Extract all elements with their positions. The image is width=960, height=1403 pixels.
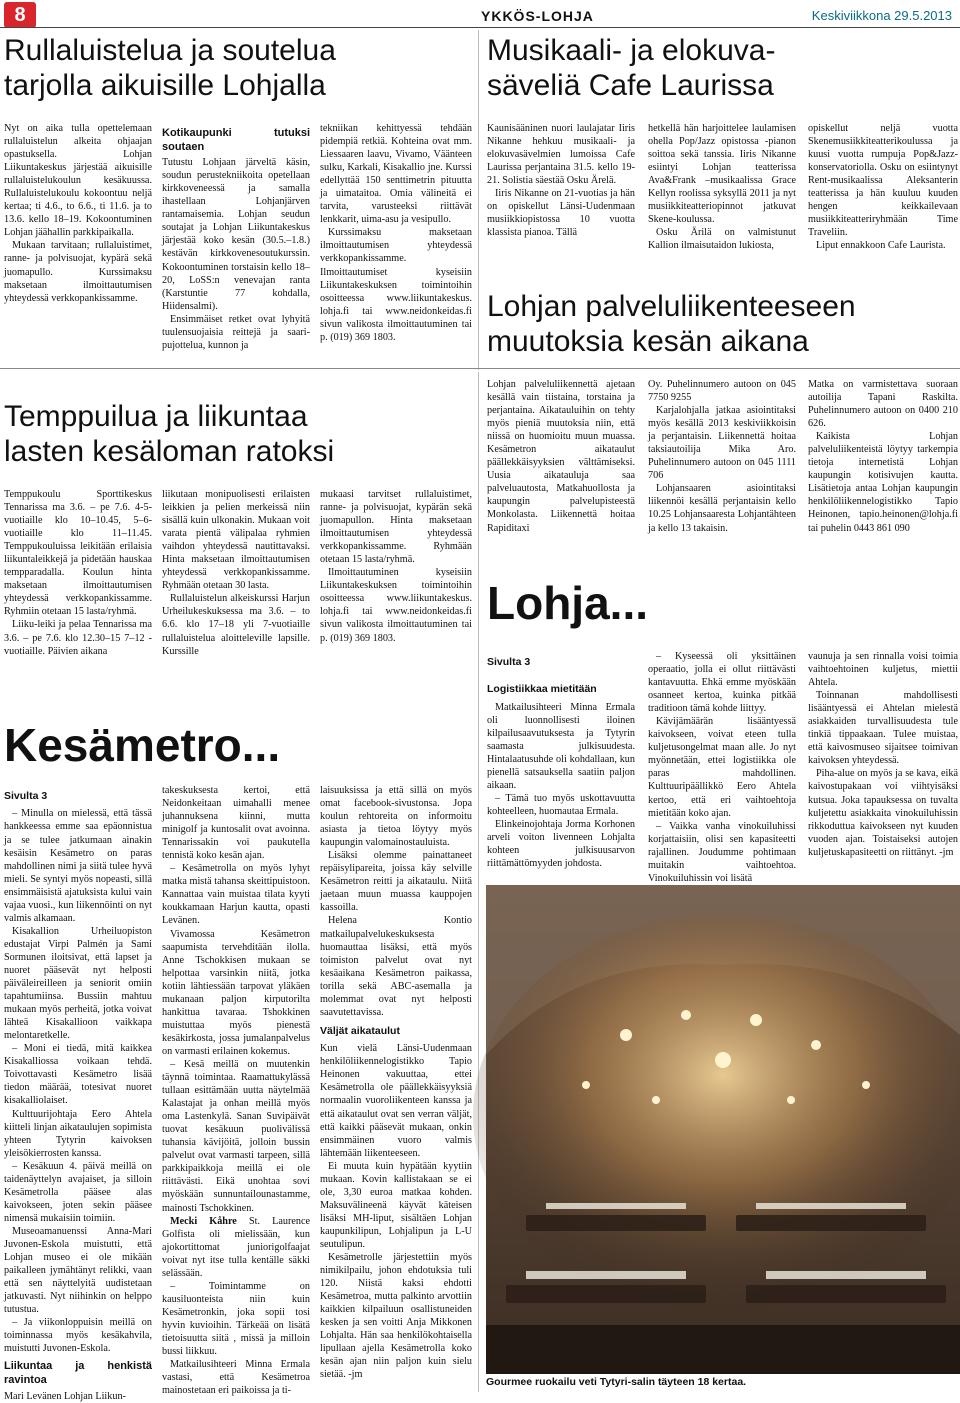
headline-rullaluistelu xyxy=(4,34,474,103)
paragraph: – Tämä tuo myös uskottavuutta kohteelleen, huomautaa Ermala. xyxy=(487,793,635,818)
article-palvelu-col2 xyxy=(648,378,796,538)
paragraph: Kisakallion Urheiluopiston edustajat Virpi Palmén ja Sami Sormunen iloitsivat, että lapset ja nuoret pääsevät nyt helposti päiväleireilleen ja seniorit omiin tapahtumiinsa. Bussiin mahtuu mukaan myös perheitä, jotka voivat lähteä Kisakallioon vaikkapa melontaretkelle. xyxy=(4,925,152,1042)
paragraph: Kulttuurijohtaja Eero Ahtela kiitteli linjan aikataulujen sopimista yhteen Tytyrin kaivoksen yleisökierrosten kanssa. xyxy=(4,1108,152,1159)
headline-temppuilu xyxy=(4,400,474,469)
section-rule xyxy=(0,368,960,369)
headline-line: lasten kesäloman ratoksi xyxy=(4,434,335,468)
column-divider xyxy=(478,30,479,370)
paragraph: – Toimintamme on kausiluonteista niin kuin Kesämetronkin, joka sopii tosi hyvin kuvioihin. Tärkeää on lisätä tietoisuutta siitä , missä ja milloin bussi liikkuu. xyxy=(162,1280,310,1358)
paragraph: Kaunisääninen nuori laulajatar Iiris Nikanne hehkuu musikaali- ja elokuvasävelmien lumoissa Cafe Laurissa perjantaina 31.5. kello 19-21. Solistia säestää Osku Ärelä. xyxy=(487,123,635,187)
paragraph: Kurssimaksu maksetaan ilmoittautumisen yhteydessä verkkopankissamme. Ilmoittautumiset kyseisiin Liikuntakeskuksen toimintoihin osoitteessa www.liikuntakeskus. lohja.fi tai www.neidonkeidas.fi sivun valikosta ilmoittautuminen tai p. (019) 369 1803. xyxy=(320,227,472,343)
headline-line: Lohjan palveluliikenteeseen xyxy=(487,290,856,323)
paragraph: Liput ennakkoon Cafe Laurista. xyxy=(816,240,946,252)
paragraph: Osku Ärilä on valmistunut Kallion ilmaisutaidon lukiosta, xyxy=(648,227,796,252)
paragraph: Matkailusihteeri Minna Ermala vastasi, että Kesämetroa mainostetaan eri paikoissa ja ti- xyxy=(162,1359,310,1397)
paragraph: opiskellut neljä vuotta Skenemusiikkiteatterikoulussa ja kuusi vuotta rumpuja Pop&Jazz-konservatoriolla. Osku on esiintynyt Rent-musikaalissa Aleksanterin teatterissa ja hän kuuluu kuuden hengen keikkailevaan musiikkiteatteriryhmään Time Traveliin. xyxy=(808,123,958,239)
paragraph: Karjalohjalla jatkaa asiointitaksi myös kesällä 2013 keskiviikkoisin ja perjantaisin. Liikennettä hoitaa taksiautoilija Mika Aro. Puhelinnumero autoon on 045 1111 706 xyxy=(648,405,796,482)
headline-line: säveliä Cafe Laurissa xyxy=(487,68,774,102)
article-lohja-col1 xyxy=(487,650,635,875)
paragraph: Piha-alue on myös ja se kava, eikä kaivostupakaan voi viihtyisäksi kutsua. Joka tapauksessa on tuvalta kuljetettu asiakkaita vinokuiluhissin rikkoduttua kaivokseen nyt kuuden vuoden ajan. Toistaiseksi autojen kuljetuskapasiteetti on riittänyt. -jm xyxy=(808,768,958,858)
subheading: Väljät aikataulut xyxy=(320,1024,400,1037)
paragraph: – Ja viikonloppuisin meillä on toiminnassa myös kesäkahvila, muistutti Juvonen-Eskola. xyxy=(4,1317,152,1355)
paragraph: Ilmoittautuminen kyseisiin Liikuntakeskuksen toimintoihin osoitteessa www.liikuntakeskus. lohja.fi tai www.neidonkeidas.fi sivun valikosta ilmoittautuminen tai p. (019) 369 1803. xyxy=(320,567,472,644)
headline-line: muutoksia kesän aikana xyxy=(487,324,809,358)
paragraph: – Kesä meillä on muutenkin täynnä toimintaa. Raamattukylässä tullaan esittämään uutta näytelmää Kalastajat ja onhan meillä myös oma Lastenkylä. Sanan Suvipäivät tuovat kesäkuun puolivälissä tuhansia kävijöitä, jolloin bussin palvelut ovat varmasti tarpeen, sillä parkkipaikkoja meillä ei ole riittävästi. Eikä unohtaa sovi myöskään sunnuntailounastamme, mainosti Tschokkinen. xyxy=(162,1058,310,1214)
article-rullaluistelu-col3 xyxy=(320,122,472,362)
paragraph: St. Laurence Golfista oli mielissään, kun ajokortittomat juniorigolfaajat voivat nyt itse tulla kentälle säkki selässään. xyxy=(162,1215,311,1279)
issue-date: Keskiviikkona 29.5.2013 xyxy=(811,8,952,23)
paragraph: Museoamanuenssi Anna-Mari Juvonen-Eskola muistutti, että Lohjan museo ei ole mikään paikalleen jymähtänyt relikki, vaan että sen näyttelyitä uudistetaan jatkuvasti. Nyt niihinkin on helppo tutustua. xyxy=(4,1225,152,1316)
headline-line: Temppuilua ja liikuntaa xyxy=(4,400,308,433)
paragraph: Tutustu Lohjaan järveltä käsin, soudun perustekniikoita opetellaan kirkkoveneessä ja samalla ihastellaan Lohjanjärven rantamaisemia. Lohjan seudun soutajat ja Lohjan Liikuntakeskus järjestää koko kesän (30.5.–1.8.) kestävän kirkkovenesoutukurssin. Kokoontuminen torstaisin kello 18–20, LoSS:n venevajan ranta (Karstuntie 77 kohdalla, Hiidensalmi). xyxy=(162,157,310,312)
inline-name: Mecki Kåhre xyxy=(170,1215,237,1227)
article-temppuilu-col3 xyxy=(320,488,472,674)
headline-line: Musikaali- ja elokuva- xyxy=(487,34,776,67)
paragraph: vaunuja ja sen rinnalla voisi toimia vaihtoehtoinen kuljetus, miettii Ahtela. xyxy=(808,651,958,689)
paragraph: – Minulla on mielessä, että tässä hankkeessa emme saa epäonnistua ja se tulee jatkumaan ainakin kesäisin Kesämetro on paras mahdollinen nimi ja siitä tulee hyvä mieli. Se syntyi myös nopeasti, sillä ensimmäisistä ajatuksista kului vain vajaa vuosi., kun liikennöinti on nyt valmis alkamaan. xyxy=(4,808,152,924)
page-number: 8 xyxy=(4,2,36,28)
paragraph: Kesämetrolle järjestettiin myös nimikilpailu, johon ehdotuksia tuli 120. Niistä kaksi ehdotti Kesämetroa, mutta palkinto arvottiin kaikkien kilpailuun osallistuneiden kesken ja sen voitti Anja Mikkonen Lohjalta. Hän saa henkilökohtaisella lipullaan ajella Kesämetrolla koko kesän ajan niin paljon kuin sielu sietää. -jm xyxy=(320,1252,472,1381)
paragraph: Temppukoulu Sporttikeskus Tennarissa ma 3.6. – pe 7.6. 4-5-vuotiaille klo 10–10.45, 5–6-vuotiaille klo 11–11.45. Temppukouluissa leikitään erilaisia liikuntaleikkejä ja pidetään hauskaa tempparadalla. Koulun hinta maksetaan ilmoittautumisen yhteydessä verkkopankissamme. Ryhmiin otetaan 15 lasta/ryhmä. xyxy=(4,489,152,618)
paragraph: Liiku-leiki ja pelaa Tennarissa ma 3.6. – pe 7.6. klo 12.30–15 7–12 -vuotiaille. Päivien aikana xyxy=(4,619,152,657)
article-palvelu-col3 xyxy=(808,378,958,538)
kicker: Sivulta 3 xyxy=(4,790,48,802)
article-temppuilu-col1 xyxy=(4,488,152,674)
headline-musikaali xyxy=(487,34,957,103)
photo-caption: Gourmee ruokailu veti Tytyri-salin täyteen 18 kertaa. xyxy=(486,1376,747,1388)
masthead: YKKÖS-LOHJA xyxy=(481,8,594,24)
paragraph: – Vaikka vanha vinokuiluhissi korjattaisiin, olisi sen kapasiteetti rajallinen. Joudumme pohtimaan muitakin vaihtoehtoa. Vinokuiluhissin voi lisätä xyxy=(648,820,796,884)
paragraph: Rullaluistelun alkeiskurssi Harjun Urheilukeskuksessa ma 3.6. – to 6.6. klo 17–18 yli 7-vuotiaille rullaluistelua aloitteleville lapsille. Kurssille xyxy=(162,593,310,657)
header-rule xyxy=(0,27,960,28)
paragraph: laisuuksissa ja että sillä on myös omat facebook-sivustonsa. Jopa koulun rehtoreita on informoitu asiasta ja tietoa löytyy myös kaupungin valomainostauluista. xyxy=(320,785,472,849)
paragraph: Oy. Puhelinnumero autoon on 045 7750 9255 xyxy=(648,379,796,404)
paragraph: tekniikan kehittyessä tehdään pidempiä retkiä. Kohteina ovat mm. Liessaaren laavu, Vivamo, Väänteen sulku, Karkali, Kisakallio jne. Kurssi edellyttää 150 senttimetrin pituutta ja uimataitoa. Omia välineitä ei tarvita, varusteeksi riittävät lenkkarit, uima-asu ja vesipullo. xyxy=(320,123,472,226)
paragraph: liikutaan monipuolisesti erilaisten leikkien ja pelien merkeissä niin sisällä kuin ulkonakin. Mukaan voit varata pientä välipalaa ryhmien vaihdon yhteydessä nautittavaksi. Hinta maksetaan ilmoittautumisen yhteydessä verkkopankissamme. Ryhmään otetaan 30 lasta. xyxy=(162,489,310,592)
headline-line: tarjolla aikuisille Lohjalla xyxy=(4,68,326,102)
paragraph: Elinkeinojohtaja Jorma Korhonen arveli voiton livenneen Lohjalta kohteen julkisuusarvon riittämättömyyden johdosta. xyxy=(487,819,635,870)
article-palvelu-col1 xyxy=(487,378,635,538)
paragraph: Helena Kontio matkailupalvelukeskuksesta huomauttaa lisäksi, että myös toimiston palvelut ovat nyt kesäaikana Kesämetron paikassa, torilla sekä ABC-asemalla ja molemmat ovat nyt helposti saavutettavissa. xyxy=(320,915,472,1018)
paragraph: Lisäksi olemme painattaneet repäisylipareita, joissa käy selville Kesämetron reitti ja aikataulu. Niitä jaetaan muun muassa kauppojen kassoilla. xyxy=(320,850,472,914)
paragraph: Ei muuta kuin hypätään kyytiin mukaan. Kovin kallistakaan se ei ole, 3,30 euroa matkaa kohden. Maksuvälineenä käyvät käteisen lisäksi MH-liput, sisältäen Lohjan kaupunkilipun, Lohjalipun ja L-U seutulipun. xyxy=(320,1160,472,1250)
paragraph: Vivamossa Kesämetron saapumista tervehditään ilolla. Anne Tschokkisen mukaan se helpottaa varsinkin niitä, jotka kotiin lähtiessään tarpovat yläkäen mukanaan paljon kirputorilta hankittua tavaraa. Tshokkinen muistuttaa myös pienestä kesäkirkosta, jossa jumalanpalvelus on varmasti erilainen kokemus. xyxy=(162,928,310,1057)
subheading: Kotikaupunki tutuksi soutaen xyxy=(162,127,310,154)
paragraph: Kaikista Lohjan palveluliikenteistä löytyy tarkempia tietoja internetistä Lohjan kaupungin kotisivujen kautta. Lisätietoja antaa Lohjan kaupungin henkilöliikennelogistikko Tapio Heinonen, tapio.heinonen@lohja.fi tai puhelin 0443 861 090 xyxy=(808,431,958,534)
article-lohja-col2 xyxy=(648,650,796,884)
paragraph: – Kyseessä oli yksittäinen operaatio, jolla ei ollut riittävästi kantavuutta. Ehkä emme myöskään osanneet kertoa, kuinka pitkää traditioon tämä kohde liittyy. xyxy=(648,651,796,715)
photo-illustration xyxy=(486,885,960,1374)
paragraph: Lohjan palveluliikennettä ajetaan kesällä vain tiistaina, torstaina ja perjantaina. Aikatauluihin on tehty myös pieniä muutoksia niin, että niissä on huomioitu muun muassa. Kesämetron aikataulut päällekkäisyyksien välttämiseksi. Uusia aikatauluja saa palveluautosta, Matkahuollosta ja kaupungin palvelupisteestä Monkolasta. Liikennettä hoitaa Rapiditaxi xyxy=(487,379,635,534)
subheading: Liikuntaa ja henkistä ravintoa xyxy=(4,1360,152,1387)
article-lohja-col3 xyxy=(808,650,958,875)
paragraph: mukaasi tarvitset rullaluistimet, ranne- ja polvisuojat, kypärän sekä juomapullon. Hinta maksetaan ilmoittautumisen yhteydessä verkkopankissamme. Ryhmään otetaan 15 lasta/ryhmä. xyxy=(320,489,472,566)
column-divider xyxy=(478,372,479,1392)
article-temppuilu-col2 xyxy=(162,488,310,674)
article-kesametro-col3 xyxy=(320,784,472,1388)
article-rullaluistelu-col1 xyxy=(4,122,152,362)
headline-kesametro: Kesämetro... xyxy=(4,719,281,771)
paragraph: Kun vielä Länsi-Uudenmaan henkilöliikennelogistikko Tapio Heinonen vakuuttaa, ettei Kesämetrolla ole päällekkäisyyksiä normaalin vuoroliikenteen kanssa ja että aikataulut ovat sen verran väljät, että kaikki pääsevät mukaan, onkin ensimmäinen vuoro valmis lähtemään liikenteeseen. xyxy=(320,1043,472,1159)
paragraph: – Kesämetrolla on myös lyhyt matka mistä tahansa skeittipuistoon. Kannattaa vain muistaa tilata kyyti koukkamaan Harjun kautta, opasti Levänen. xyxy=(162,863,310,927)
headline-lohja: Lohja... xyxy=(487,577,648,629)
paragraph: – Moni ei tiedä, mitä kaikkea Kisakalliossa voikaan tehdä. Toivottavasti Kesämetro lisää tiedon määrää, totesivat nuoret kisakalliolaiset. xyxy=(4,1043,152,1107)
article-rullaluistelu-col2 xyxy=(162,122,310,362)
paragraph: Lohjansaaren asiointitaksi liikennöi kesällä perjantaisin kello 10.25 Lohjansaaresta Lohjantähteen ja kello 13 takaisin. xyxy=(648,483,796,534)
paragraph: Matka on varmistettava suoraan autoilija Tapani Raskilta. Puhelinnumero autoon on 0400 210 626. xyxy=(808,379,958,430)
paragraph: Mari Levänen Lohjan Liikun- xyxy=(4,1390,126,1402)
paragraph: Ensimmäiset retket ovat lyhyitä tuulensuojaisia reittejä ja saari-pujottelua, kunnon ja xyxy=(162,313,310,351)
paragraph: Iiris Nikanne on 21-vuotias ja hän on opiskellut Länsi-Uudenmaan musiikkiopistossa 10 vuotta klassista pianoa. Tällä xyxy=(487,188,635,239)
paragraph: Toinnanan mahdollisesti lisääntyessä ei Ahtelan mielestä asiakkaiden turvallisuudesta tule tinkiä tippaakaan. Tulee muistaa, että kaivosmuseo sijaitsee toimivan kaivoksen yhteydessä. xyxy=(808,690,958,767)
paragraph: hetkellä hän harjoittelee laulamisen ohella Pop/Jazz opistossa -pianon soittoa sekä tanssia. Iiris Nikanne esiintyi Lohjan teatterissa Ava&Frank –musikaalissa Grace Kellyn roolissa syksyllä 2011 ja nyt musiikkiteatteriopinnot jatkuvat Skene-koulussa. xyxy=(648,123,796,226)
paragraph: Kävijämäärän lisääntyessä kaivokseen, voivat eteen tulla kuljetusongelmat maan alle. Jo nyt myönnetään, ettei logistiikka ole paras mahdollinen. Kulttuuripäällikkö Eero Ahtela kertoo, että eri vaihtoehtoja mietitään koko ajan. xyxy=(648,716,796,819)
paragraph: Nyt on aika tulla opettelemaan rullaluistelun alkeita ohjaajan opastuksella. Lohjan Liikuntakeskus järjestää aikuisille rullaluistelukoulun kesäkuussa. Rullaluistelukoulu kokoontuu neljä kertaa; ti 4.6., to 6.6., ti 11.6. ja to 13.6. kello 18–19. Kokoontuminen Lohjan jäähallin parkkipaikalla. xyxy=(4,123,152,239)
subheading: Logistiikkaa mietitään xyxy=(487,683,597,696)
headline-line: Rullaluistelua ja soutelua xyxy=(4,34,336,67)
photo-tytyri-hall xyxy=(486,885,960,1374)
paragraph: Mukaan tarvitaan; rullaluistimet, ranne- ja polvisuojat, kypärä sekä juomapullo. Kurssimaksu maksetaan ilmoittautumisen yhteydessä verkkopankissamme. xyxy=(4,240,152,304)
headline-palveluliikenne xyxy=(487,290,957,359)
kicker: Sivulta 3 xyxy=(487,656,531,668)
paragraph: takeskuksesta kertoi, että Neidonkeitaan uimahalli menee juhannuksena kiinni, mutta minigolf ja kuntosalit ovat avoinna. Tennarissakin voi paukutella tennistä koko kesän ajan. xyxy=(162,785,310,862)
article-kesametro-col1 xyxy=(4,784,152,1402)
article-kesametro-col2 xyxy=(162,784,311,1397)
paragraph: – Kesäkuun 4. päivä meillä on taidenäyttelyn avajaiset, ja silloin Kesämetrolla pääsee alas kaivokseen, joten sekin pääsee nimensä mukaisiin toimiin. xyxy=(4,1160,152,1224)
paragraph: Matkailusihteeri Minna Ermala oli luonnollisesti iloinen kilpailusaavutuksesta ja Tytyrin saamasta julkisuudesta. Hintalaatusuhde oli kohdallaan, kun pienellä satsauksella saatiin paljon aikaan. xyxy=(487,701,635,792)
